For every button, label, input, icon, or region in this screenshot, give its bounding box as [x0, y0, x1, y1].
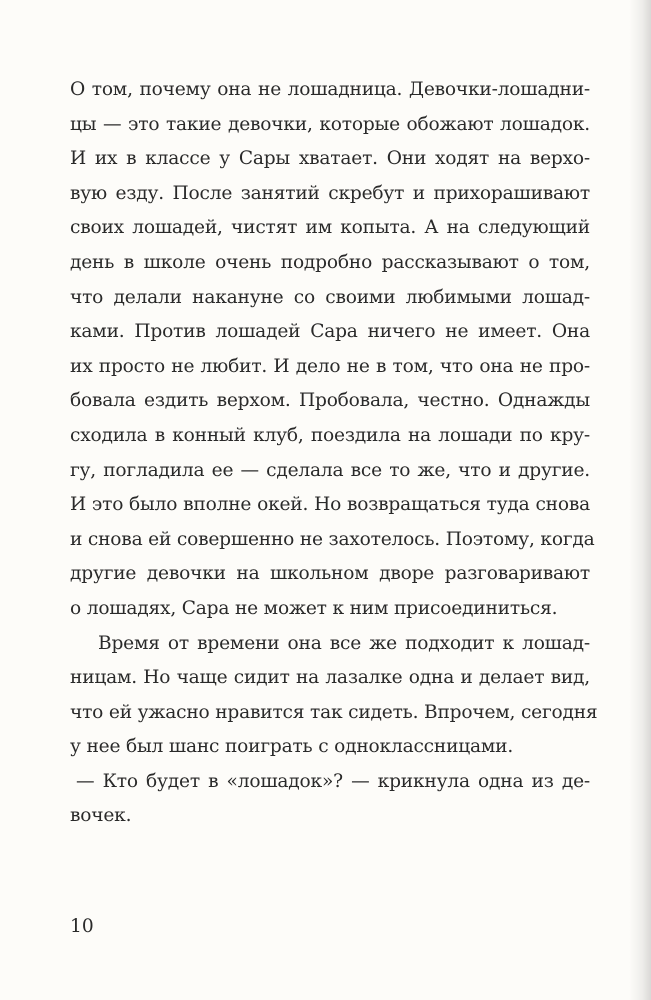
text-line: ками. Против лошадей Сара ничего не имеет. Она: [70, 321, 590, 343]
text-line: своих лошадей, чистят им копыта. А на следующий: [70, 217, 590, 239]
body-text: [70, 73, 598, 834]
text-line: о лошадях, Сара не может к ним присоединиться.: [70, 597, 558, 619]
text-line: их просто не любит. И дело не в том, что она не про-: [70, 355, 590, 377]
paragraph-2: [70, 627, 598, 765]
text-line: — Кто будет в «лошадок»? — крикнула одна из де-: [76, 770, 590, 792]
text-line: что ей ужасно нравится так сидеть. Впрочем, сегодня: [70, 701, 598, 723]
text-line: И их в классе у Сары хватает. Они ходят на верхо-: [70, 148, 590, 170]
text-line: что делали накануне со своими любимыми лошад-: [70, 286, 590, 308]
text-line: другие девочки на школьном дворе разговаривают: [70, 563, 590, 585]
text-line: ницам. Но чаще сидит на лазалке одна и делает вид,: [70, 667, 590, 689]
text-line: у нее был шанс поиграть с одноклассницами.: [70, 736, 514, 758]
text-line: вую езду. После занятий скребут и прихорашивают: [70, 182, 590, 204]
text-line: и снова ей совершенно не захотелось. Поэтому, когда: [70, 528, 595, 550]
text-line: Время от времени она все же подходит к лошад-: [98, 632, 590, 654]
text-line: О том, почему она не лошадница. Девочки-лошадни-: [70, 79, 590, 100]
text-line: бовала ездить верхом. Пробовала, честно. Однажды: [70, 390, 590, 412]
text-line: день в школе очень подробно рассказывают о том,: [70, 251, 590, 273]
paragraph-1: [70, 73, 595, 627]
text-line: гу, погладила ее — сделала все то же, что и другие.: [70, 459, 590, 481]
text-line: цы — это такие девочки, которые обожают лошадок.: [70, 113, 590, 135]
text-line: вочек.: [70, 805, 132, 827]
text-line: сходила в конный клуб, поездила на лошади по кру-: [70, 424, 590, 446]
page-edge-shadow: [629, 0, 651, 1000]
paragraph-3: [70, 765, 590, 834]
page-number: 10: [70, 916, 94, 937]
text-line: И это было вполне окей. Но возвращаться туда снова: [70, 494, 590, 516]
